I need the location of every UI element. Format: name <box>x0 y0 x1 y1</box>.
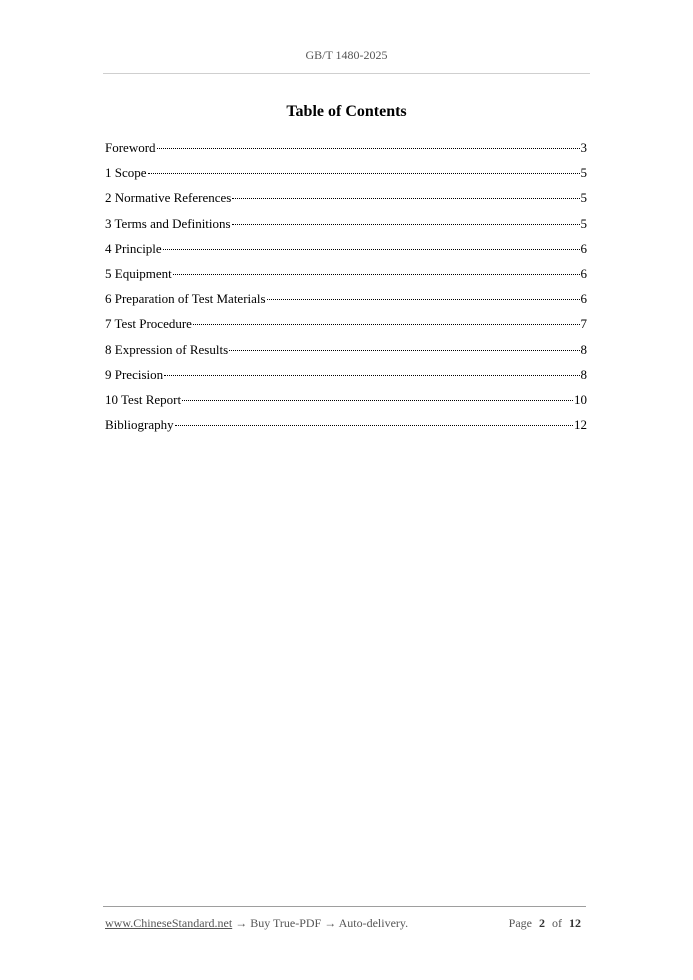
toc-entry-principle[interactable] <box>105 239 587 264</box>
dot-leader <box>157 148 580 149</box>
page-footer <box>105 916 585 931</box>
arrow-right-icon: → <box>235 916 248 930</box>
toc-entry-scope[interactable] <box>105 163 587 188</box>
toc-entry-label: Bibliography <box>105 417 174 433</box>
toc-entry-test-report[interactable] <box>105 390 587 415</box>
toc-entry-page: 5 <box>580 215 587 231</box>
toc-entry-page: 6 <box>580 291 587 307</box>
total-pages-number: 12 <box>569 916 581 930</box>
header-divider <box>103 73 590 74</box>
toc-entry-label: 10 Test Report <box>105 391 182 407</box>
toc-entry-label: 1 Scope <box>105 165 147 181</box>
toc-entry-normative-references[interactable] <box>105 188 587 213</box>
toc-entry-equipment[interactable] <box>105 264 587 289</box>
toc-entry-terms-and-definitions[interactable] <box>105 214 587 239</box>
footer-promo <box>105 916 408 931</box>
toc-entry-foreword[interactable] <box>105 138 587 163</box>
dot-leader <box>232 224 580 225</box>
document-id: GB/T 1480-2025 <box>305 48 388 62</box>
page-word: Page <box>508 916 532 930</box>
running-header <box>0 48 693 63</box>
footer-divider <box>103 906 586 907</box>
dot-leader <box>229 350 579 351</box>
toc-entry-page: 5 <box>580 165 587 181</box>
dot-leader <box>232 198 579 199</box>
dot-leader <box>267 299 580 300</box>
toc-entry-expression-of-results[interactable] <box>105 340 587 365</box>
toc-entry-label: Foreword <box>105 140 156 155</box>
toc-entry-page: 7 <box>580 316 587 332</box>
current-page-number: 2 <box>539 916 545 930</box>
toc-entry-page: 8 <box>580 366 587 382</box>
dot-leader <box>164 375 579 376</box>
page-title: Table of Contents <box>286 103 407 120</box>
toc-entry-precision[interactable] <box>105 365 587 390</box>
table-of-contents <box>105 138 587 440</box>
toc-entry-label: 9 Precision <box>105 366 164 382</box>
buy-pdf-text: Buy True-PDF <box>250 916 322 930</box>
toc-entry-page: 3 <box>580 140 587 155</box>
dot-leader <box>193 324 580 325</box>
toc-entry-page: 5 <box>580 190 587 206</box>
toc-entry-page: 12 <box>574 417 587 433</box>
dot-leader <box>173 274 580 275</box>
toc-entry-label: 7 Test Procedure <box>105 316 192 332</box>
of-word: of <box>552 916 562 930</box>
page-indicator <box>509 916 585 931</box>
toc-entry-label: 2 Normative References <box>105 190 232 206</box>
toc-entry-bibliography[interactable] <box>105 415 587 440</box>
site-link[interactable]: www.ChineseStandard.net <box>105 916 233 930</box>
toc-entry-label: 5 Equipment <box>105 265 172 281</box>
arrow-right-icon: → <box>324 916 337 930</box>
dot-leader <box>182 400 573 401</box>
toc-entry-test-procedure[interactable] <box>105 314 587 339</box>
toc-entry-page: 6 <box>580 240 587 256</box>
toc-entry-preparation-of-test-materials[interactable] <box>105 289 587 314</box>
toc-entry-label: 6 Preparation of Test Materials <box>105 291 266 307</box>
dot-leader <box>175 425 573 426</box>
toc-entry-page: 8 <box>580 341 587 357</box>
toc-entry-page: 6 <box>580 265 587 281</box>
toc-entry-label: 3 Terms and Definitions <box>105 215 231 231</box>
toc-entry-label: 8 Expression of Results <box>105 341 229 357</box>
dot-leader <box>148 173 580 174</box>
toc-entry-label: 4 Principle <box>105 240 162 256</box>
dot-leader <box>163 249 580 250</box>
toc-entry-page: 10 <box>574 391 587 407</box>
auto-delivery-text: Auto-delivery. <box>338 916 409 930</box>
